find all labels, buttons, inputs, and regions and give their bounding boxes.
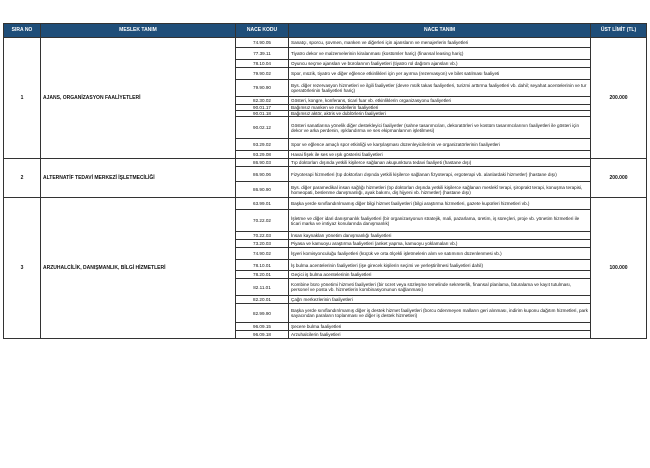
nace-code: 96.09.15 — [236, 323, 289, 331]
table-body — [4, 38, 647, 339]
nace-code: 79.90.90 — [236, 80, 289, 97]
nace-description: Piyasa ve kamuoyu araştırma faaliyetleri (anket yapma, kamuoyu yoklamaları vb.) — [289, 240, 591, 248]
nace-code: 82.99.90 — [236, 304, 289, 323]
nace-description: Spor ve eğlence amaçlı spor etkinliği ve karşılaşması düzenleyicilerinin ve organizatörlerinin faaliyetleri — [289, 139, 591, 151]
nace-description: Tıp doktorları dışında yetkili kişilerce sağlanan akupunktura tedavi faaliyeti (hastane dışı) — [289, 159, 591, 167]
nace-code: 73.20.03 — [236, 240, 289, 248]
nace-code: 78.10.01 — [236, 260, 289, 271]
nace-code: 93.29.08 — [236, 151, 289, 159]
header-sira: SIRA NO — [4, 24, 41, 38]
nace-code: 90.01.18 — [236, 111, 289, 117]
nace-code: 79.90.02 — [236, 68, 289, 80]
nace-code: 93.29.02 — [236, 139, 289, 151]
nace-code: 82.11.01 — [236, 279, 289, 296]
nace-description: Gösteri sanatlarına yönelik diğer destekleyici faaliyetler (sahne tasarımcıları, dekoratörleri ve kostüm tasarımcılarının faaliyetleri ile gösteri için dekor ve arka perdenin, ışıklandırma ve ses ekipmanlarının işletilmesi) — [289, 117, 591, 139]
nace-description: Tiyatro dekor ve malzemelerinin kiralanması (kostümler hariç) (finansal leasing hariç) — [289, 48, 591, 60]
nace-description: Fizyoterapi hizmetleri (tıp doktorları dışında yetkili kişilerce sağlanan fizyoterapi, ergoterapi vb. alanlardaki hizmetler) (hastane dışı) — [289, 167, 591, 182]
header-limit: ÜST LİMİT (TL) — [591, 24, 647, 38]
nace-code: 86.90.06 — [236, 167, 289, 182]
ust-limit: 100.000 — [591, 198, 647, 339]
nace-code: 77.39.11 — [236, 48, 289, 60]
nace-description: İşyeri komisyonculuğu faaliyetleri (küçük ve orta ölçekli işletmelerin alım ve satımının düzenlenmesi vb.) — [289, 248, 591, 260]
nace-description: Sanatçı, sporcu, şovmen, manken ve diğerleri için ajansların ve menajerlerin faaliyetleri — [289, 38, 591, 48]
nace-description: Kombine büro yönetimi hizmeti faaliyetleri (bir ücret veya sözleşme temelinde sekreterlik, finansal planlama, faturalama ve kayıt tutulması, personel ve posta vb. hizmetlerin kombinasyonunun sağlanması) — [289, 279, 591, 296]
nace-code: 74.90.02 — [236, 248, 289, 260]
nace-code: 74.90.05 — [236, 38, 289, 48]
table-row — [4, 159, 647, 167]
ust-limit: 200.000 — [591, 159, 647, 198]
table-row — [4, 198, 647, 210]
header-nace-code: NACE KODU — [236, 24, 289, 38]
header-nace-desc: NACE TANIM — [289, 24, 591, 38]
nace-description: İş bulma acentelerinin faaliyetleri (işe girecek kişilerin seçimi ve yerleştirilmesi faaliyetleri dahil) — [289, 260, 591, 271]
nace-description: Çağrı merkezlerinin faaliyetleri — [289, 296, 591, 304]
sira-no: 1 — [4, 38, 41, 159]
nace-description: Oyuncu seçme ajansları ve bürolarının faaliyetleri (tiyatro rol dağıtım ajansları vb.) — [289, 60, 591, 68]
nace-code: 90.01.17 — [236, 105, 289, 111]
nace-description: İşletme ve diğer idari danışmanlık faaliyetleri (bir organizasyonun stratejik, mali, pazarlama, üretim, iş süreçleri, proje vb. yönetim hizmetleri ile ticari marka ve imtiyaz konularında danışmanlık) — [289, 210, 591, 232]
nace-code: 78.10.04 — [236, 60, 289, 68]
nace-description: Başka yerde sınıflandırılmamış diğer bilgi hizmet faaliyetleri (bilgi araştırma hizmetleri, gazete kupürleri hizmetleri vb.) — [289, 198, 591, 210]
nace-description: Geçici iş bulma acentelerinin faaliyetleri — [289, 271, 591, 279]
nace-code: 86.90.90 — [236, 182, 289, 198]
nace-description: Bağımsız manken ve modellerin faaliyetleri — [289, 105, 591, 111]
nace-code: 82.20.01 — [236, 296, 289, 304]
nace-description: Bys. diğer paramedikal insan sağlığı hizmetleri (tıp doktorları dışında yetkili kişilerce sağlanan meslekî terapi, şiroprakt terapi, konuşma terapisi, homeopati, beslenme danışmanlığı, ayak bakımı, diş hijyeni vb. hizmetler) (hastane dışı) — [289, 182, 591, 198]
nace-description: Başka yerde sınıflandırılmamış diğer iş destek hizmet faaliyetleri (borcu ödenmeyen malların geri alınması, indirim kuponu dağıtım hizmetleri, park sayacından paraların toplanması ve diğer iş destek hizmetleri) — [289, 304, 591, 323]
nace-description: Spor, müzik, tiyatro ve diğer eğlence etkinlikleri için yer ayırma (rezervasyon) ve bilet satılması faaliyeti — [289, 68, 591, 80]
nace-description: İnsan kaynakları yönetim danışmanlığı faaliyetleri — [289, 232, 591, 240]
header-row — [4, 24, 647, 38]
sira-no: 3 — [4, 198, 41, 339]
meslek-tanim: AJANS, ORGANİZASYON FAALİYETLERİ — [41, 38, 236, 159]
nace-code: 96.09.18 — [236, 331, 289, 339]
nace-code: 90.02.12 — [236, 117, 289, 139]
nace-code: 86.90.03 — [236, 159, 289, 167]
nace-description: Arzuhalcilerin faaliyetleri — [289, 331, 591, 339]
header-meslek: MESLEK TANIM — [41, 24, 236, 38]
meslek-tanim: ARZUHALCİLİK, DANIŞMANLIK, BİLGİ HİZMETLERİ — [41, 198, 236, 339]
nace-description: Bağımsız aktör, aktris ve dublörlerin faaliyetleri — [289, 111, 591, 117]
sira-no: 2 — [4, 159, 41, 198]
nace-description: Bys. diğer rezervasyon hizmetleri ve ilgili faaliyetler (devre mülk takas faaliyetleri, turizmi arttırma faaliyetleri vb. dahil; seyahat acentelerinin ve tur operatörlerinin faaliyetleri hariç) — [289, 80, 591, 97]
nace-code: 63.99.01 — [236, 198, 289, 210]
ust-limit: 200.000 — [591, 38, 647, 159]
meslek-tanim: ALTERNATİF TEDAVİ MERKEZİ İŞLETMECİLİĞİ — [41, 159, 236, 198]
table-row — [4, 38, 647, 48]
nace-description: Havai fişek ile ses ve ışık gösterisi faaliyetleri — [289, 151, 591, 159]
nace-description: Gösteri, kongre, konferans, ticari fuar vb. etkinliklerin organizasyonu faaliyetleri — [289, 97, 591, 105]
nace-code: 78.20.01 — [236, 271, 289, 279]
nace-code: 70.22.03 — [236, 232, 289, 240]
nace-code: 70.22.02 — [236, 210, 289, 232]
nace-description: Şecere bulma faaliyetleri — [289, 323, 591, 331]
nace-code: 82.30.02 — [236, 97, 289, 105]
nace-table — [3, 23, 647, 339]
